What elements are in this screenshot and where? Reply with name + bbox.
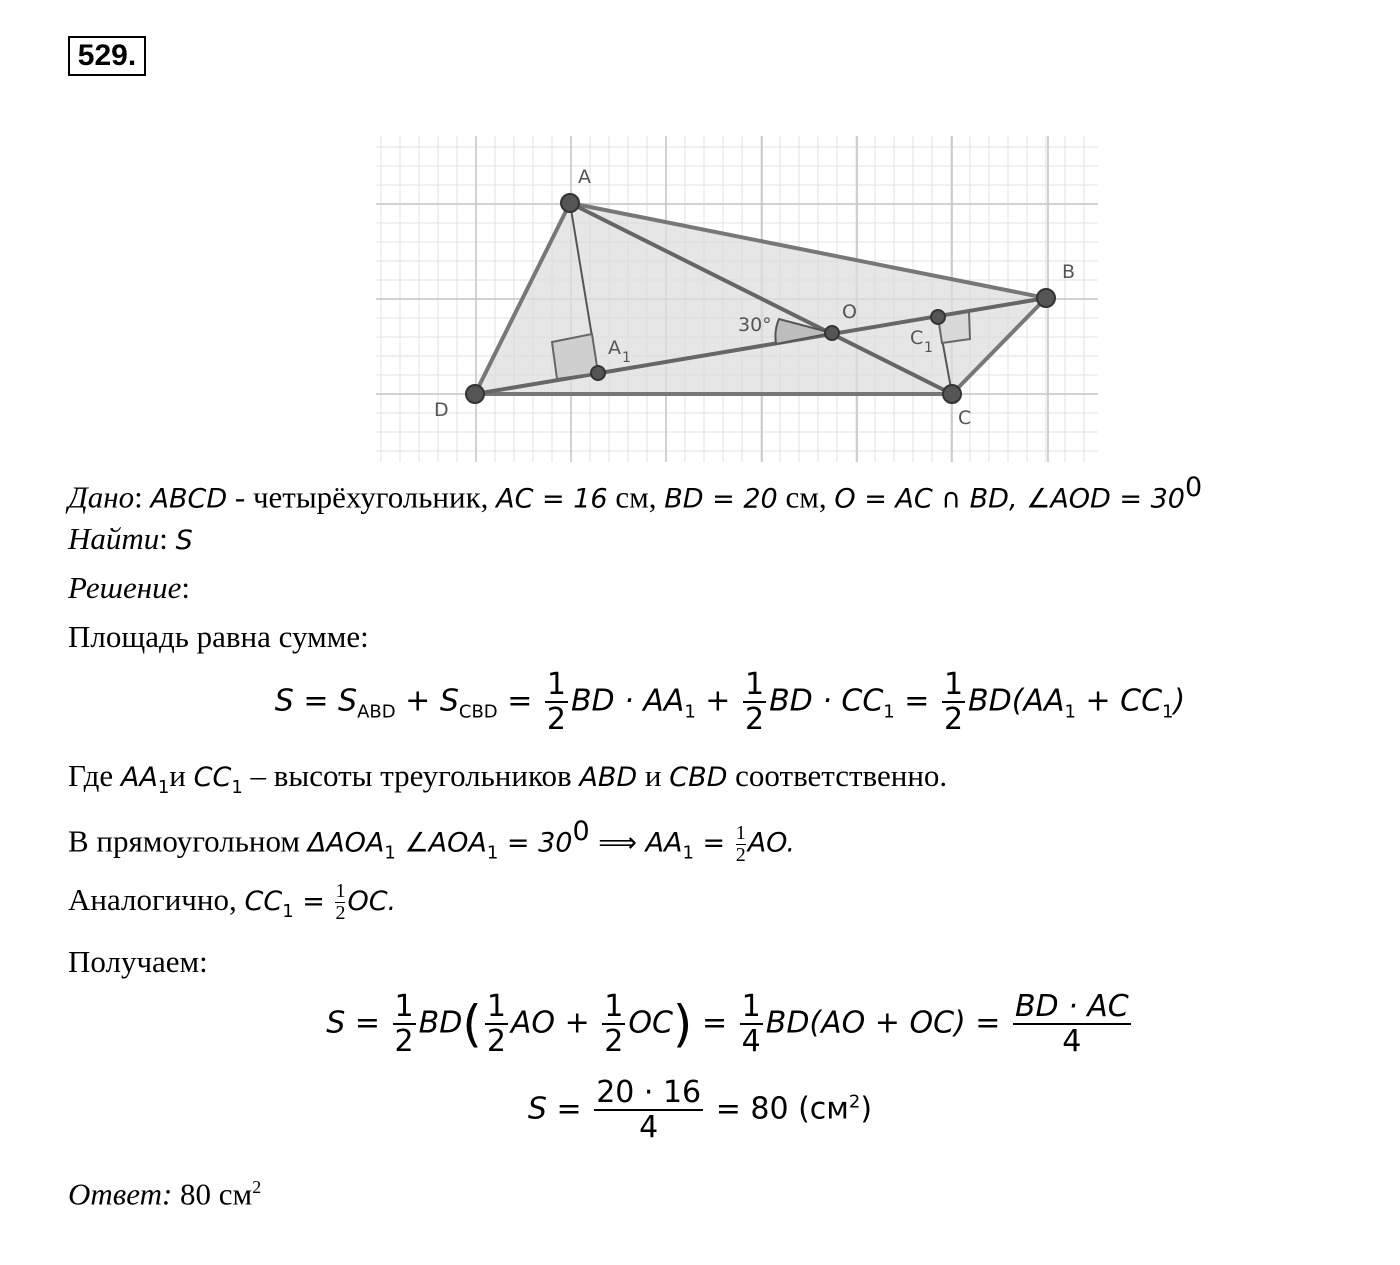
label-o: O [842, 301, 857, 323]
label-c: C [958, 407, 972, 429]
label-a1-sub: 1 [622, 350, 631, 366]
answer-line: Ответ: 80 $см^2$ [68, 1176, 262, 1212]
similarly-line: Аналогично, $CC_1$ = $\frac{1}{2}$ OC. [68, 880, 397, 925]
equation-3: S = $\frac{20 \cdot 16}{4}$ = 80 $(см^2)$ [527, 1075, 873, 1145]
equation-1: $S = S_{ABD} + S_{CBD}$ = $\frac{1}{2}$ BD · $AA_1$ + $\frac{1}{2}$ BD · $CC_1$ = $\frac{1}{2}$ $BD(AA_1 + CC_1)$ [274, 667, 1186, 737]
solution-label: Решение: [68, 570, 190, 605]
given-line: Дано: ABCD - четырёхугольник, AC = 16 см, BD = 20 см, O = AC ∩ BD, ∠AOD = $30^0$ [68, 472, 1203, 515]
label-c1-sub: 1 [924, 340, 933, 356]
geometry-figure [376, 136, 1098, 462]
label-d: D [434, 399, 449, 421]
find-line: Найти: S [68, 521, 193, 556]
label-a: A [578, 166, 591, 188]
right-triangle-line: В прямоугольном $\Delta AOA_1$ $\angle AOA_1 = 30^0$ ⟹ $AA_1$ = $\frac{1}{2}$ AO. [68, 816, 795, 866]
label-c1: C [910, 327, 924, 349]
problem-number: 529. [68, 36, 146, 76]
equation-2: S = $\frac{1}{2}$ BD( $\frac{1}{2}$ AO + $\frac{1}{2}$ OC) = $\frac{1}{4}$ BD(AO + OC) = $\frac{BD \cdot AC}{4}$ [326, 989, 1129, 1059]
area-sum-line: Площадь равна сумме: [68, 619, 369, 654]
where-line: Где $AA_1и$ $CC_1$ – высоты треугольников ABD и CBD соответственно. [68, 758, 948, 799]
label-b: B [1062, 261, 1076, 283]
label-angle: 30° [738, 314, 772, 336]
get-label: Получаем: [68, 944, 208, 979]
label-a1: A [608, 337, 621, 359]
